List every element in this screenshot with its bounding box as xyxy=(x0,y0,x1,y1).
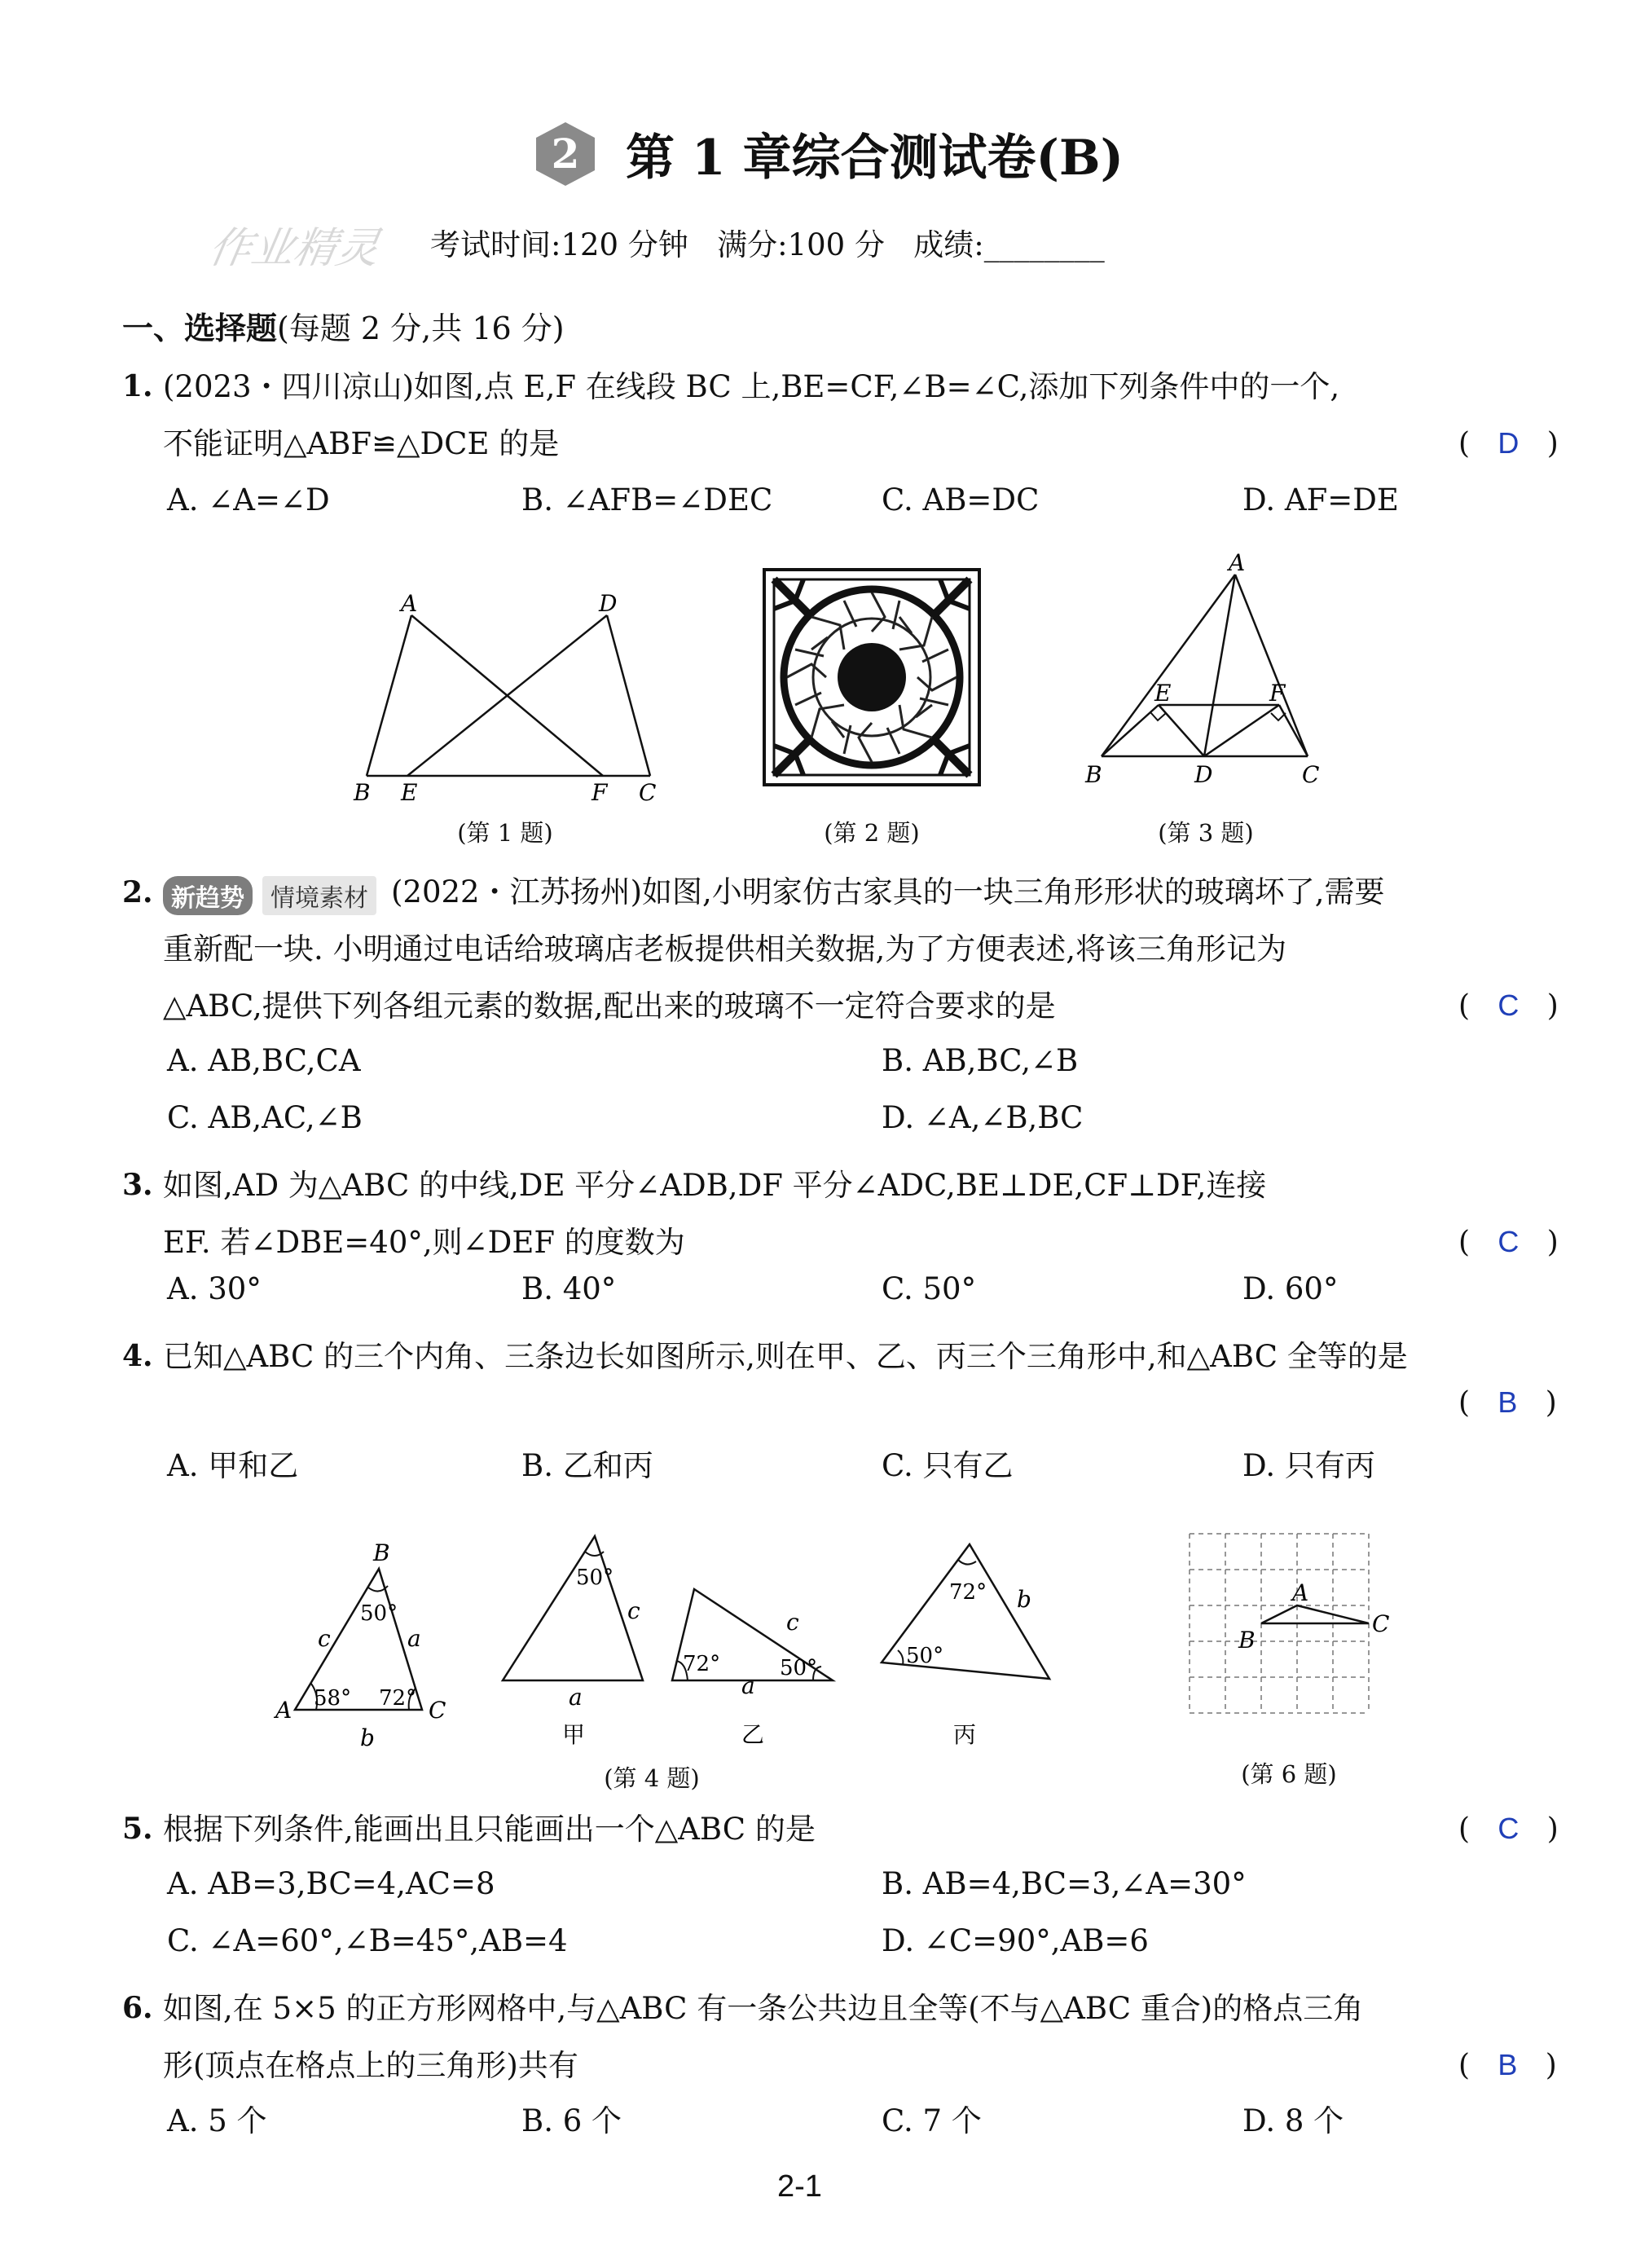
fig6-label-a: A xyxy=(1292,1579,1309,1606)
fig3-side-ac xyxy=(1235,575,1308,756)
q4-line-1: 已知△ABC 的三个内角、三条边长如图所示,则在甲、乙、丙三个三角形中,和△ABC 全等的是 xyxy=(163,1339,1408,1374)
q6-line-2: 形(顶点在格点上的三角形)共有 xyxy=(163,2048,578,2083)
q1-option-b[interactable]: B. ∠AFB=∠DEC xyxy=(521,482,773,517)
fig1-label-c: C xyxy=(639,779,657,806)
q6-answer: B xyxy=(1497,2048,1518,2081)
q4-number: 4. xyxy=(122,1339,153,1373)
badge-hexagon-icon xyxy=(532,121,599,187)
q5-answer-box: ( C ) xyxy=(1458,1812,1559,1846)
q1-answer-box: ( D ) xyxy=(1458,426,1559,460)
q2-option-d[interactable]: D. ∠A,∠B,BC xyxy=(882,1100,1084,1135)
q1-option-c[interactable]: C. AB=DC xyxy=(882,482,1040,517)
fig4-yi-angle-2: 50° xyxy=(780,1656,818,1680)
q1-option-a[interactable]: A. ∠A=∠D xyxy=(167,482,330,517)
watermark-logo: 作业精灵 xyxy=(204,224,384,273)
fig4-jia-side-a: a xyxy=(569,1684,583,1711)
fig4-yi-side-c: c xyxy=(786,1609,799,1636)
q2-number: 2. xyxy=(122,875,153,909)
q1-option-d[interactable]: D. AF=DE xyxy=(1242,482,1399,517)
chapter-badge xyxy=(532,121,599,187)
fig4-triangle-bing xyxy=(882,1544,1049,1748)
fig2-lattice-window xyxy=(763,568,981,786)
q3-line-1: 如图,AD 为△ABC 的中线,DE 平分∠ADB,DF 平分∠ADC,BE⊥DE,CF⊥DF,连接 xyxy=(163,1168,1267,1203)
fig4-bing-angle-2: 50° xyxy=(906,1644,944,1668)
fig3-label-e: E xyxy=(1154,680,1172,707)
q2-answer-box: ( C ) xyxy=(1458,989,1559,1023)
q1-answer: D xyxy=(1497,426,1519,460)
fig6-grid-diagram xyxy=(1181,1526,1426,1737)
q4-answer-box: ( B ) xyxy=(1458,1385,1557,1420)
fig4-yi-angle-1: 72° xyxy=(683,1652,721,1676)
fig4-jia-name: 甲 xyxy=(562,1721,586,1748)
fig3-median-ad xyxy=(1204,575,1235,756)
fig1-label-e: E xyxy=(401,779,418,806)
fig1-caption: (第 1 题) xyxy=(457,819,553,847)
fig4-bing-name: 丙 xyxy=(953,1721,977,1748)
q6-option-c[interactable]: C. 7 个 xyxy=(882,2103,982,2138)
q5-answer: C xyxy=(1497,1812,1519,1845)
fig3-label-b: B xyxy=(1085,761,1102,788)
q2-line-2: 重新配一块. 小明通过电话给玻璃店老板提供相关数据,为了方便表述,将该三角形记为 xyxy=(163,931,1287,967)
q3-answer: C xyxy=(1497,1225,1519,1258)
q6-number: 6. xyxy=(122,1991,153,2025)
fig4-abc-label-b: B xyxy=(373,1539,390,1566)
q4-option-d[interactable]: D. 只有丙 xyxy=(1242,1448,1375,1483)
fig3-side-ab xyxy=(1102,575,1235,756)
fig4-triangle-yi xyxy=(672,1589,833,1748)
q5-option-a[interactable]: A. AB=3,BC=4,AC=8 xyxy=(167,1866,495,1901)
fig3-label-c: C xyxy=(1302,761,1320,788)
q3-option-b[interactable]: B. 40° xyxy=(521,1271,617,1306)
q2-tag-context: 情境素材 xyxy=(262,876,376,915)
fig1-label-d: D xyxy=(599,590,618,617)
q3-option-c[interactable]: C. 50° xyxy=(882,1271,977,1306)
page-number: 2-1 xyxy=(777,2169,822,2204)
q5-line-1: 根据下列条件,能画出且只能画出一个△ABC 的是 xyxy=(163,1812,816,1847)
q1-number: 1. xyxy=(122,369,153,403)
q2-line-3: △ABC,提供下列各组元素的数据,配出来的玻璃不一定符合要求的是 xyxy=(163,989,1056,1024)
fig3-diagram xyxy=(1075,546,1344,799)
q4-option-a[interactable]: A. 甲和乙 xyxy=(167,1448,299,1483)
fig6-triangle-abc xyxy=(1261,1605,1369,1623)
fig2-center-disc xyxy=(838,643,906,711)
fig4-abc-angle-c: 72° xyxy=(379,1686,417,1711)
exam-info: 考试时间:120 分钟 满分:100 分 成绩:________ xyxy=(430,227,1105,262)
fig4-abc-label-a: A xyxy=(275,1697,292,1724)
fig3-label-a: A xyxy=(1229,549,1246,576)
fig2-caption: (第 2 题) xyxy=(824,819,920,847)
fig4-triangle-jia xyxy=(503,1536,643,1748)
fig6-caption: (第 6 题) xyxy=(1241,1760,1337,1788)
q3-option-a[interactable]: A. 30° xyxy=(167,1271,262,1306)
fig4-triangle-abc xyxy=(273,1539,446,1751)
fig6-label-c: C xyxy=(1372,1610,1390,1637)
fig1-label-f: F xyxy=(592,779,608,806)
q6-option-a[interactable]: A. 5 个 xyxy=(167,2103,267,2138)
q3-number: 3. xyxy=(122,1168,153,1202)
fig4-abc-angle-a: 58° xyxy=(314,1686,352,1711)
q4-answer: B xyxy=(1497,1385,1518,1419)
section-heading xyxy=(122,303,565,348)
q6-line-1: 如图,在 5×5 的正方形网格中,与△ABC 有一条公共边且全等(不与△ABC 重合)的格点三角 xyxy=(163,1991,1364,2026)
fig4-caption: (第 4 题) xyxy=(604,1764,700,1792)
fig1-diagram xyxy=(342,587,684,815)
fig1-segment-ab xyxy=(367,615,411,776)
q1-line-2: 不能证明△ABF≌△DCE 的是 xyxy=(163,426,560,461)
q6-answer-box: ( B ) xyxy=(1458,2048,1557,2082)
fig3-caption: (第 3 题) xyxy=(1158,819,1254,847)
fig4-bing-angle-1: 72° xyxy=(949,1580,987,1605)
q2-option-c[interactable]: C. AB,AC,∠B xyxy=(167,1100,363,1135)
fig4-abc-side-b: b xyxy=(360,1724,375,1751)
q2-option-b[interactable]: B. AB,BC,∠B xyxy=(882,1043,1079,1078)
q2-tag-trend: 新趋势 xyxy=(163,876,253,915)
fig6-label-b: B xyxy=(1238,1627,1256,1654)
fig1-segment-dc xyxy=(607,615,650,776)
section-note: (每题 2 分,共 16 分) xyxy=(277,310,565,346)
fig1-label-b: B xyxy=(354,779,371,806)
fig4-abc-angle-b: 50° xyxy=(360,1601,398,1626)
q2-line-1: (2022・江苏扬州)如图,小明家仿古家具的一块三角形形状的玻璃坏了,需要 xyxy=(391,874,1385,909)
fig1-segment-de xyxy=(407,615,607,776)
fig4-abc-label-c: C xyxy=(429,1697,446,1724)
q5-option-b[interactable]: B. AB=4,BC=3,∠A=30° xyxy=(882,1866,1247,1901)
q3-line-2: EF. 若∠DBE=40°,则∠DEF 的度数为 xyxy=(163,1225,685,1260)
fig4-bing-side-b: b xyxy=(1017,1586,1031,1613)
fig4-jia-angle: 50° xyxy=(576,1566,614,1590)
q5-number: 5. xyxy=(122,1812,153,1846)
fig1-label-a: A xyxy=(401,590,418,617)
section-title: 一、选择题 xyxy=(122,310,278,346)
q1-line-1: (2023・四川凉山)如图,点 E,F 在线段 BC 上,BE=CF,∠B=∠C,添加下列条件中的一个, xyxy=(163,369,1340,404)
q6-option-b[interactable]: B. 6 个 xyxy=(521,2103,622,2138)
fig3-label-d: D xyxy=(1194,761,1213,788)
q4-option-c[interactable]: C. 只有乙 xyxy=(882,1448,1014,1483)
fig4-jia-side-c: c xyxy=(627,1597,640,1624)
fig3-label-f: F xyxy=(1269,680,1286,707)
q4-option-b[interactable]: B. 乙和丙 xyxy=(521,1448,653,1483)
fig4-abc-side-c: c xyxy=(318,1625,331,1652)
q2-option-a[interactable]: A. AB,BC,CA xyxy=(167,1043,361,1078)
q5-option-d[interactable]: D. ∠C=90°,AB=6 xyxy=(882,1923,1149,1958)
badge-number: 2 xyxy=(551,130,580,178)
page-title: 第 1 章综合测试卷(B) xyxy=(626,130,1124,187)
fig4-yi-side-a: a xyxy=(741,1672,755,1699)
q3-option-d[interactable]: D. 60° xyxy=(1242,1271,1339,1306)
q5-option-c[interactable]: C. ∠A=60°,∠B=45°,AB=4 xyxy=(167,1923,568,1958)
fig4-abc-side-a: a xyxy=(407,1625,421,1652)
q6-option-d[interactable]: D. 8 个 xyxy=(1242,2103,1344,2138)
q2-answer: C xyxy=(1497,989,1519,1022)
q3-answer-box: ( C ) xyxy=(1458,1225,1559,1259)
fig4-yi-name: 乙 xyxy=(741,1721,765,1748)
fig4-diagram xyxy=(269,1524,1084,1752)
